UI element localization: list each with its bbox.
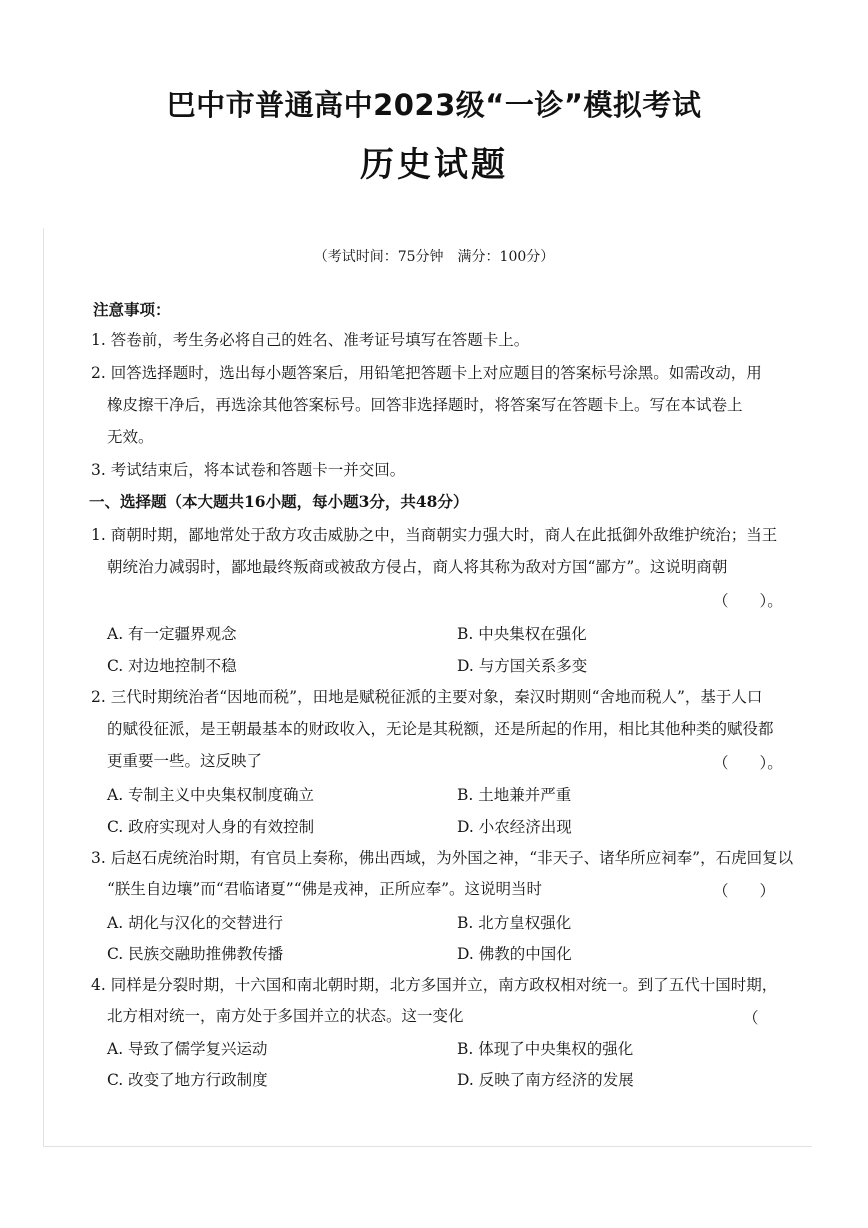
q4-line-2: 北方相对统一，南方处于多国并立的状态。这一变化 bbox=[107, 1007, 464, 1025]
notes-heading: 注意事项： bbox=[93, 300, 171, 319]
q2-option-b: B. 土地兼并严重 bbox=[457, 786, 572, 804]
q2-answer-bracket: （ ）。 bbox=[713, 754, 783, 772]
exam-title: 巴中市普通高中2023级“一诊”模拟考试 bbox=[166, 88, 702, 122]
exam-info: （考试时间：75分钟 满分：100分） bbox=[313, 249, 555, 265]
q2-line-3: 更重要一些。这反映了 bbox=[107, 752, 263, 770]
note-2-end: 无效。 bbox=[107, 428, 154, 446]
q2-line-2: 的赋役征派，是王朝最基本的财政收入，无论是其税额，还是所起的作用，相比其他种类的赋役都 bbox=[107, 720, 774, 738]
q1-option-c: C. 对边地控制不稳 bbox=[107, 657, 237, 675]
q4-answer-bracket: （ bbox=[743, 1009, 759, 1027]
q1-answer-bracket: （ ）。 bbox=[713, 592, 783, 610]
q3-option-c: C. 民族交融助推佛教传播 bbox=[107, 945, 284, 963]
q1-line-2: 朝统治力减弱时，鄙地最终叛商或被敌方侵占，商人将其称为敌对方国“鄙方”。这说明商朝 bbox=[107, 558, 728, 576]
q3-option-d: D. 佛教的中国化 bbox=[457, 945, 572, 963]
q1-option-a: A. 有一定疆界观念 bbox=[107, 625, 237, 643]
q3-answer-bracket: （ ） bbox=[713, 882, 776, 900]
q2-option-a: A. 专制主义中央集权制度确立 bbox=[107, 786, 315, 804]
q2-option-c: C. 政府实现对人身的有效控制 bbox=[107, 818, 315, 836]
q4-option-a: A. 导致了儒学复兴运动 bbox=[107, 1040, 268, 1058]
q1-line-1: 1. 商朝时期，鄙地常处于敌方攻击威胁之中，当商朝实力强大时，商人在此抵御外敌维护统治；当王 bbox=[91, 526, 778, 544]
q2-option-d: D. 小农经济出现 bbox=[457, 818, 572, 836]
section-heading: 一、选择题（本大题共16小题，每小题3分，共48分） bbox=[89, 492, 469, 511]
q4-line-1: 4. 同样是分裂时期，十六国和南北朝时期，北方多国并立，南方政权相对统一。到了五代十国时期， bbox=[91, 976, 778, 994]
q3-line-1: 3. 后赵石虎统治时期，有官员上奏称，佛出西域，为外国之神，“非天子、诸华所应祠奉”，石虎回复以 bbox=[91, 849, 794, 867]
q3-line-2: “朕生自边壤”而“君临诸夏”“佛是戎神，正所应奉”。这说明当时 bbox=[107, 880, 543, 898]
note-2-cont: 橡皮擦干净后，再选涂其他答案标号。回答非选择题时，将答案写在答题卡上。写在本试卷上 bbox=[107, 396, 743, 414]
q4-option-b: B. 体现了中央集权的强化 bbox=[457, 1040, 634, 1058]
q2-line-1: 2. 三代时期统治者“因地而税”，田地是赋税征派的主要对象，秦汉时期则“舍地而税人”，基于人口 bbox=[91, 688, 763, 706]
q3-option-b: B. 北方皇权强化 bbox=[457, 914, 572, 932]
subject-title: 历史试题 bbox=[360, 145, 508, 185]
q3-option-a: A. 胡化与汉化的交替进行 bbox=[107, 914, 284, 932]
note-2: 2. 回答选择题时，选出每小题答案后，用铅笔把答题卡上对应题目的答案标号涂黑。如需改动，用 bbox=[91, 364, 762, 382]
q1-option-d: D. 与方国关系多变 bbox=[457, 657, 588, 675]
note-3: 3. 考试结束后，将本试卷和答题卡一并交回。 bbox=[91, 461, 406, 479]
note-1: 1. 答卷前，考生务必将自己的姓名、准考证号填写在答题卡上。 bbox=[91, 331, 530, 349]
q4-option-c: C. 改变了地方行政制度 bbox=[107, 1071, 268, 1089]
q4-option-d: D. 反映了南方经济的发展 bbox=[457, 1071, 634, 1089]
q1-option-b: B. 中央集权在强化 bbox=[457, 625, 587, 643]
